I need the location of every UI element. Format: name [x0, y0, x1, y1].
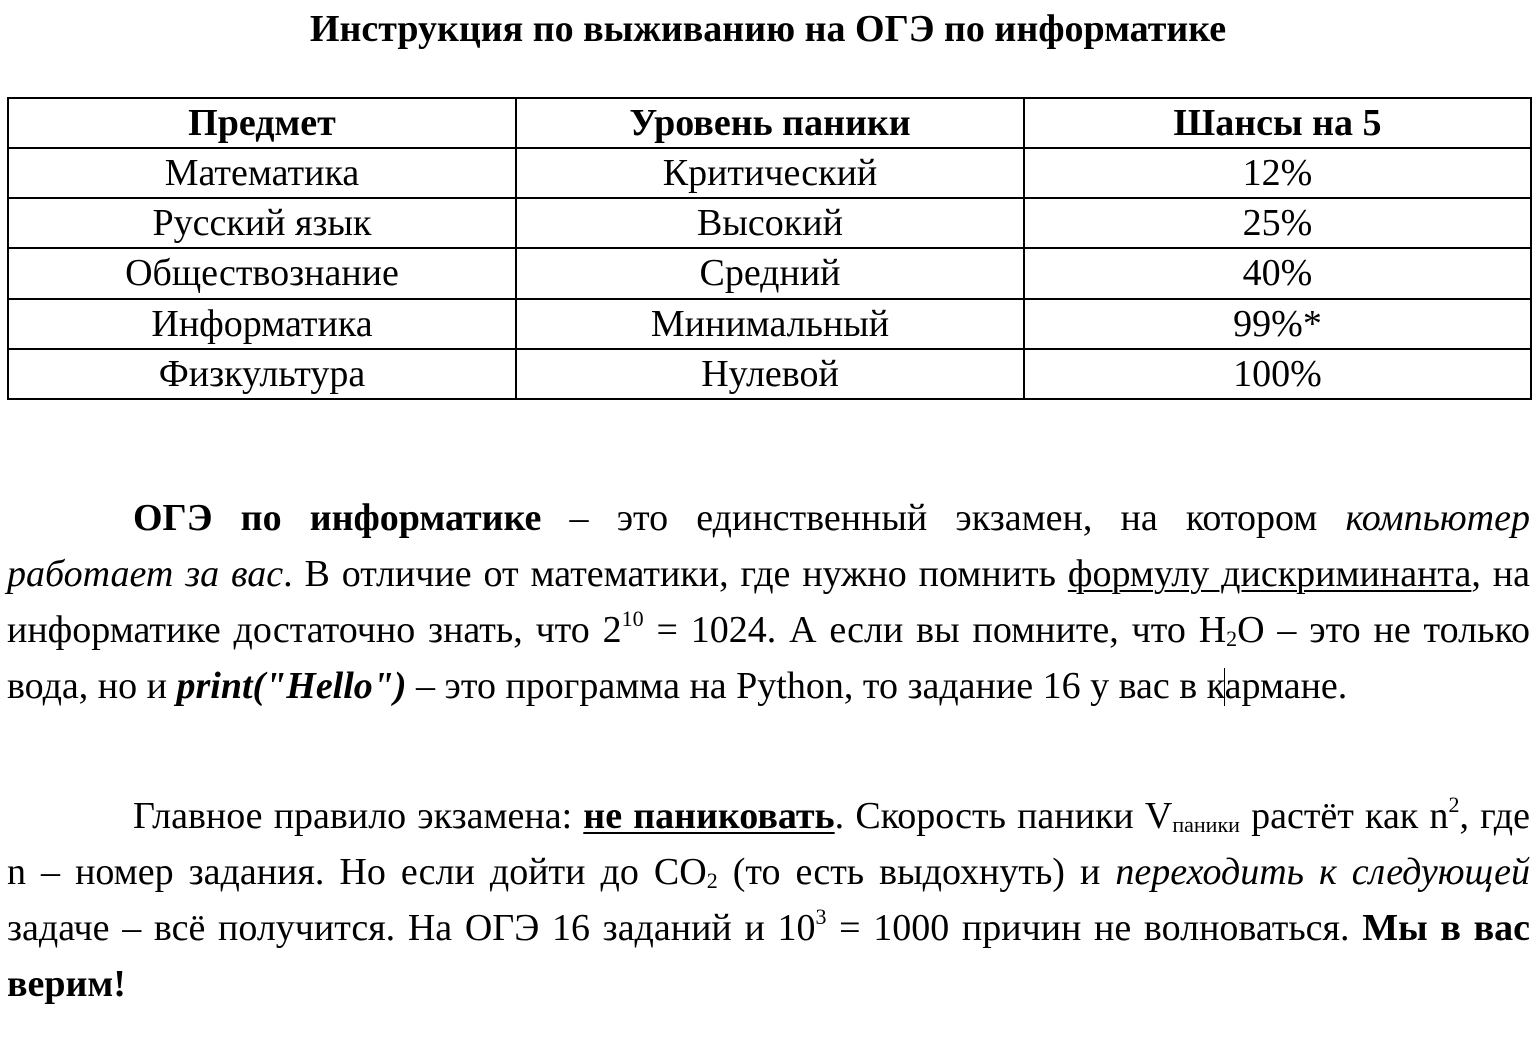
panic-level-cell: Средний [516, 248, 1024, 298]
chance-cell: 12% [1024, 148, 1531, 198]
paragraph-text: задаче – всё получится. На ОГЭ 16 заданий и 10 [7, 907, 816, 949]
table-row [8, 248, 1531, 298]
subject-cell: Обществознание [8, 248, 516, 298]
paragraph-text: (то есть выдохнуть) и [717, 851, 1116, 893]
paragraph-text: , где n – номер задания. Но если дойти до CO [7, 795, 1530, 893]
document-title: Инструкция по выживанию на ОГЭ по информатике [309, 8, 1227, 50]
paragraph-text: , на информатике достаточно знать, что 2 [7, 553, 1531, 651]
subscript: паники [1172, 812, 1240, 837]
table-row [8, 349, 1531, 399]
paragraph-text: Главное правило экзамена: [133, 795, 584, 837]
panic-level-cell: Минимальный [516, 299, 1024, 349]
chance-cell: 25% [1024, 198, 1531, 248]
italic-text: переходить к следующей [1115, 851, 1530, 893]
subject-cell: Математика [8, 148, 516, 198]
subject-cell: Русский язык [8, 198, 516, 248]
column-header-panic-level: Уровень паники [516, 98, 1024, 148]
paragraph-text: растёт как n [1239, 795, 1449, 837]
paragraph-text: = 1000 причин не волноваться. [826, 907, 1363, 949]
panic-level-cell: Нулевой [516, 349, 1024, 399]
bold-closing-text: Мы в вас верим! [7, 907, 1530, 1005]
paragraph-text: O – это не только вода, но и [7, 609, 1530, 707]
bold-lead-text: ОГЭ по информатике [133, 497, 542, 539]
subject-cell: Информатика [8, 299, 516, 349]
rule-paragraph[interactable] [7, 788, 1530, 1012]
panic-level-cell: Критический [516, 148, 1024, 198]
superscript: 3 [815, 904, 827, 929]
paragraph-text: . Скорость паники V [834, 795, 1173, 837]
chance-cell: 99%* [1024, 299, 1531, 349]
subscript: 2 [706, 868, 718, 893]
table-row [8, 148, 1531, 198]
subscript: 2 [1226, 626, 1238, 651]
chance-cell: 100% [1024, 349, 1531, 399]
paragraph-text: – это программа на Python, то задание 16 у вас в к [406, 665, 1226, 707]
superscript: 2 [1448, 792, 1460, 817]
bold-italic-code-text: print("Hello") [176, 665, 407, 707]
underlined-text: формулу дискриминанта [1067, 553, 1472, 595]
table-row [8, 198, 1531, 248]
panic-level-cell: Высокий [516, 198, 1024, 248]
bold-underlined-text: не паниковать [583, 795, 835, 837]
subjects-table [7, 97, 1532, 400]
subject-cell: Физкультура [8, 349, 516, 399]
italic-text: компьютер работает за вас [7, 497, 1530, 595]
paragraph-text: – это единственный экзамен, на котором [541, 497, 1346, 539]
table-row [8, 299, 1531, 349]
paragraph-text: = 1024. А если вы помните, что H [643, 609, 1227, 651]
column-header-chances: Шансы на 5 [1024, 98, 1531, 148]
table-header-row [8, 98, 1531, 148]
chance-cell: 40% [1024, 248, 1531, 298]
superscript: 10 [621, 606, 644, 631]
paragraph-text: . В отличие от математики, где нужно помнить [283, 553, 1068, 595]
column-header-subject: Предмет [8, 98, 516, 148]
intro-paragraph[interactable] [7, 490, 1530, 714]
paragraph-text: армане. [1224, 665, 1348, 707]
